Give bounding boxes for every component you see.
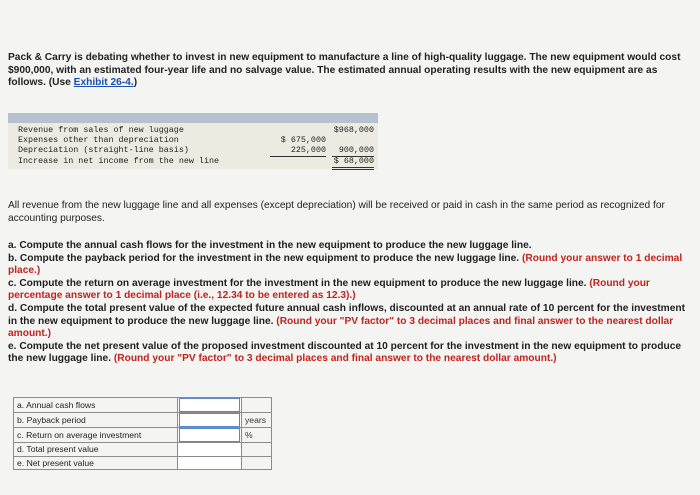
task-d-text: d. Compute the total present value of the expected future annual cash inflows, discounted at an annual rate of 10 percent for the investment in the new equipment to produce the new luggage line. <box>8 302 686 327</box>
return-on-investment-input[interactable] <box>179 428 240 442</box>
task-c <box>8 278 696 303</box>
row-label: Total present value <box>26 444 99 455</box>
annual-cash-flows-cell <box>178 398 242 413</box>
total-present-value-cell[interactable] <box>178 443 242 457</box>
task-e-text: e. Compute the net present value of the proposed investment discounted at 10 percent for the investment in the new equipment to produce the new luggage line. <box>8 340 682 365</box>
answer-row-b <box>14 413 272 428</box>
answer-label <box>14 443 178 457</box>
task-b-hint: (Round your answer to 1 decimal place.) <box>8 252 683 277</box>
row-label: Net present value <box>26 457 94 468</box>
task-b <box>8 253 696 278</box>
exhibit-link[interactable]: Exhibit 26-4. <box>73 77 134 89</box>
operating-results-table <box>8 113 378 169</box>
return-on-investment-cell <box>178 428 242 443</box>
table-row <box>8 145 378 156</box>
task-d <box>8 303 696 341</box>
row-mid-value: $ 675,000 <box>280 135 326 145</box>
payback-period-cell <box>178 413 242 428</box>
payback-period-input[interactable] <box>179 413 240 427</box>
annual-cash-flows-input[interactable] <box>179 398 240 412</box>
problem-intro <box>8 52 696 90</box>
task-c-hint: (Round your percentage answer to 1 decimal place (i.e., 12.34 to be entered as 12.3).) <box>8 277 650 302</box>
row-label: Depreciation (straight-line basis) <box>18 145 189 155</box>
unit-label: years <box>242 413 272 428</box>
row-label: Payback period <box>26 415 86 425</box>
answer-row-d <box>14 443 272 457</box>
intro-text-end: ) <box>133 77 138 89</box>
task-list <box>8 240 696 366</box>
net-present-value-cell[interactable] <box>178 456 242 470</box>
task-d-hint: (Round your "PV factor" to 3 decimal places and final answer to the nearest dollar amount.) <box>8 315 674 340</box>
task-b-text: b. Compute the payback period for the investment in the new equipment to produce the new luggage line. <box>8 252 522 264</box>
table-body <box>8 123 378 169</box>
answer-table <box>13 397 272 470</box>
row-letter: d. <box>17 444 25 455</box>
task-c-text: c. Compute the return on average investment for the investment in the new equipment to produce the new luggage line. <box>8 277 590 289</box>
task-e-hint: (Round your "PV factor" to 3 decimal places and final answer to the nearest dollar amount.) <box>113 353 557 365</box>
task-e <box>8 341 696 366</box>
answer-label <box>14 428 178 443</box>
unit-label <box>242 443 272 457</box>
row-label: Expenses other than depreciation <box>18 135 179 145</box>
table-row <box>8 156 378 167</box>
task-a-text: a. Compute the annual cash flows for the investment in the new equipment to produce the new luggage line. <box>8 240 532 251</box>
row-right-value: 900,000 <box>332 145 374 157</box>
unit-label <box>242 398 272 413</box>
answer-row-e <box>14 456 272 470</box>
row-right-value: $ 68,000 <box>332 156 374 170</box>
answer-label <box>14 413 178 428</box>
row-letter: b. <box>17 415 25 425</box>
cash-note: All revenue from the new luggage line and all expenses (except depreciation) will be received or paid in cash in the same period as recognized for accounting purposes. <box>8 200 665 224</box>
answer-row-a <box>14 398 272 413</box>
row-mid-value: 225,000 <box>270 145 326 157</box>
intro-text: Pack & Carry is debating whether to invest in new equipment to manufacture a line of high-quality luggage. The new equipment would cost $900,000, with an estimated four-year life and no salvage value. The estimated annual operating results with the new equipment are as follows. (Use <box>8 52 681 89</box>
unit-label: % <box>242 428 272 443</box>
unit-label <box>242 456 272 470</box>
answer-label <box>14 398 178 413</box>
row-label: Revenue from sales of new luggage <box>18 125 184 135</box>
row-letter: c. <box>17 430 24 440</box>
table-header-bar <box>8 113 378 123</box>
task-a <box>8 240 696 253</box>
row-letter: a. <box>17 400 25 410</box>
answer-label <box>14 456 178 470</box>
row-label: Return on average investment <box>26 430 142 440</box>
row-label: Annual cash flows <box>26 400 96 410</box>
answer-row-c <box>14 428 272 443</box>
row-right-value: $968,000 <box>333 125 374 135</box>
row-label: Increase in net income from the new line <box>18 156 220 166</box>
row-letter: e. <box>17 457 25 468</box>
